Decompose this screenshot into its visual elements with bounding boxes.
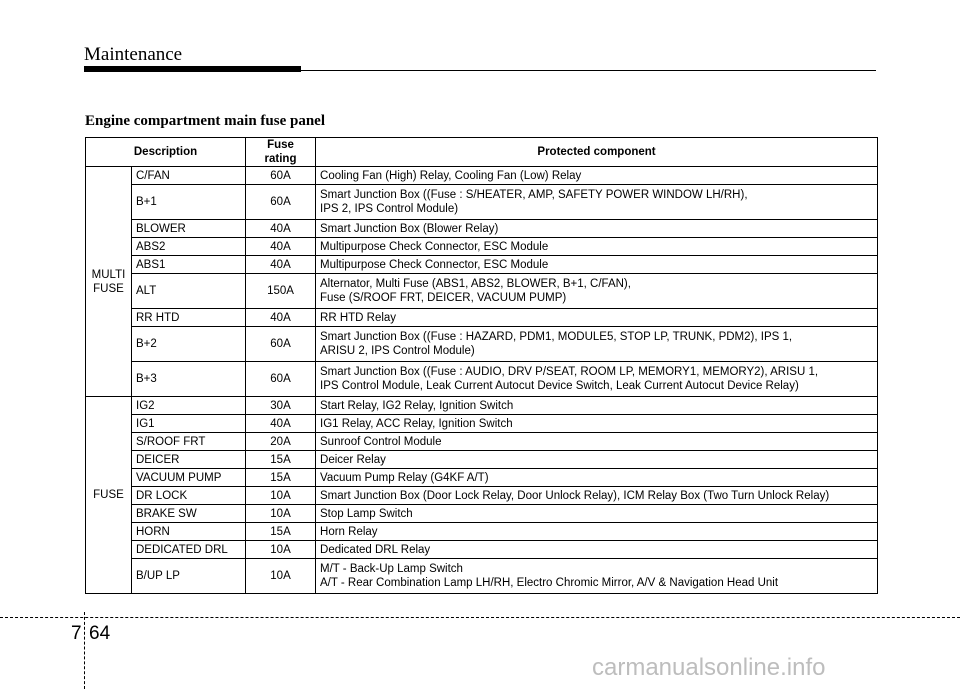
protected-component-line: Multipurpose Check Connector, ESC Module	[320, 240, 549, 253]
protected-component-cell	[316, 487, 878, 505]
fuse-label-cell: B+2	[132, 327, 246, 362]
protected-component-line: A/T - Rear Combination Lamp LH/RH, Electro Chromic Mirror, A/V & Navigation Head Unit	[320, 577, 779, 589]
fuse-label-cell: B+1	[132, 185, 246, 220]
protected-component-cell	[316, 433, 878, 451]
fuse-rating-cell: 60A	[246, 185, 316, 220]
fuse-label-cell: IG2	[132, 397, 246, 415]
fuse-rating-cell: 40A	[246, 256, 316, 274]
fuse-rating-cell: 15A	[246, 451, 316, 469]
table-row	[86, 309, 878, 327]
protected-component-line: Horn Relay	[320, 525, 378, 538]
fuse-rating-cell: 30A	[246, 397, 316, 415]
fuse-rating-cell: 40A	[246, 415, 316, 433]
table-row	[86, 451, 878, 469]
fuse-rating-cell: 10A	[246, 487, 316, 505]
fuse-label-cell: VACUUM PUMP	[132, 469, 246, 487]
header-description: Description	[86, 138, 246, 167]
protected-component-cell	[316, 167, 878, 185]
protected-component-cell	[316, 362, 878, 397]
fuse-label-cell: BRAKE SW	[132, 505, 246, 523]
protected-component-line: IPS 2, IPS Control Module)	[320, 203, 459, 215]
protected-component-cell	[316, 185, 878, 220]
protected-component-line: M/T - Back-Up Lamp Switch	[320, 563, 463, 575]
fuse-label-cell: C/FAN	[132, 167, 246, 185]
footer-vline	[84, 612, 85, 689]
protected-component-cell	[316, 505, 878, 523]
protected-component-cell	[316, 220, 878, 238]
table-row	[86, 274, 878, 309]
fuse-label-cell: DEDICATED DRL	[132, 541, 246, 559]
table-row	[86, 469, 878, 487]
table-row	[86, 397, 878, 415]
fuse-label-cell: IG1	[132, 415, 246, 433]
protected-component-cell	[316, 415, 878, 433]
protected-component-line: Smart Junction Box (Door Lock Relay, Door Unlock Relay), ICM Relay Box (Two Turn Unlock Relay)	[320, 489, 830, 502]
group-description-cell	[86, 167, 132, 397]
protected-component-line: Smart Junction Box (Blower Relay)	[320, 222, 499, 235]
protected-component-cell	[316, 397, 878, 415]
table-row	[86, 256, 878, 274]
fuse-label-cell: B+3	[132, 362, 246, 397]
protected-component-line: Sunroof Control Module	[320, 435, 442, 448]
protected-component-cell	[316, 451, 878, 469]
protected-component-line: Stop Lamp Switch	[320, 507, 413, 520]
protected-component-line: IG1 Relay, ACC Relay, Ignition Switch	[320, 417, 513, 430]
table-row	[86, 362, 878, 397]
fuse-rating-cell: 10A	[246, 559, 316, 594]
protected-component-cell	[316, 541, 878, 559]
table-row	[86, 559, 878, 594]
fuse-label-cell: ABS2	[132, 238, 246, 256]
table-row	[86, 505, 878, 523]
fuse-label-cell: DEICER	[132, 451, 246, 469]
protected-component-line: Fuse (S/ROOF FRT, DEICER, VACUUM PUMP)	[320, 292, 567, 304]
header-rule-thin	[301, 70, 876, 71]
group-description-line: FUSE	[93, 489, 124, 501]
protected-component-line: Smart Junction Box ((Fuse : HAZARD, PDM1, MODULE5, STOP LP, TRUNK, PDM2), IPS 1,	[320, 331, 793, 343]
header-rule-thick	[84, 66, 301, 72]
protected-component-cell	[316, 256, 878, 274]
fuse-rating-cell: 40A	[246, 238, 316, 256]
table-row	[86, 523, 878, 541]
footer-page-number: 64	[89, 623, 111, 644]
protected-component-line: Smart Junction Box ((Fuse : AUDIO, DRV P/SEAT, ROOM LP, MEMORY1, MEMORY2), ARISU 1,	[320, 366, 819, 378]
group-description-line: MULTI	[91, 268, 126, 281]
protected-component-line: Deicer Relay	[320, 453, 386, 466]
fuse-rating-cell: 10A	[246, 505, 316, 523]
protected-component-line: Start Relay, IG2 Relay, Ignition Switch	[320, 399, 514, 412]
table-row	[86, 487, 878, 505]
protected-component-cell	[316, 327, 878, 362]
fuse-label-cell: B/UP LP	[132, 559, 246, 594]
header-fuse-rating: Fuse rating	[246, 138, 316, 167]
header-protected-component: Protected component	[316, 138, 878, 167]
protected-component-line: RR HTD Relay	[320, 311, 397, 324]
protected-component-cell	[316, 238, 878, 256]
fuse-label-cell: BLOWER	[132, 220, 246, 238]
table-row	[86, 167, 878, 185]
fuse-rating-cell: 60A	[246, 327, 316, 362]
fuse-rating-cell: 15A	[246, 523, 316, 541]
table-row	[86, 433, 878, 451]
table-body	[86, 167, 878, 594]
fuse-label-cell: S/ROOF FRT	[132, 433, 246, 451]
table-header-row	[86, 138, 878, 167]
fuse-label-cell: DR LOCK	[132, 487, 246, 505]
fuse-rating-cell: 60A	[246, 167, 316, 185]
protected-component-line: Alternator, Multi Fuse (ABS1, ABS2, BLOWER, B+1, C/FAN),	[320, 278, 631, 290]
protected-component-cell	[316, 274, 878, 309]
table-row	[86, 238, 878, 256]
protected-component-line: IPS Control Module, Leak Current Autocut Device Switch, Leak Current Autocut Device Relay)	[320, 380, 799, 392]
fuse-label-cell: ABS1	[132, 256, 246, 274]
protected-component-line: Vacuum Pump Relay (G4KF A/T)	[320, 471, 489, 484]
fuse-rating-cell: 40A	[246, 220, 316, 238]
protected-component-cell	[316, 309, 878, 327]
footer-hline	[0, 617, 960, 618]
fuse-rating-cell: 150A	[246, 274, 316, 309]
fuse-label-cell: RR HTD	[132, 309, 246, 327]
section-title: Engine compartment main fuse panel	[85, 113, 325, 129]
footer-chapter-number: 7	[71, 623, 82, 644]
protected-component-cell	[316, 523, 878, 541]
fuse-label-cell: ALT	[132, 274, 246, 309]
fuse-rating-cell: 15A	[246, 469, 316, 487]
group-description-cell	[86, 397, 132, 594]
protected-component-cell	[316, 469, 878, 487]
fuse-table	[85, 137, 878, 594]
table-row	[86, 541, 878, 559]
fuse-label-cell: HORN	[132, 523, 246, 541]
fuse-rating-cell: 20A	[246, 433, 316, 451]
protected-component-line: Dedicated DRL Relay	[320, 543, 431, 556]
fuse-rating-cell: 40A	[246, 309, 316, 327]
fuse-rating-cell: 10A	[246, 541, 316, 559]
protected-component-line: Multipurpose Check Connector, ESC Module	[320, 258, 549, 271]
table-row	[86, 415, 878, 433]
protected-component-line: ARISU 2, IPS Control Module)	[320, 345, 475, 357]
fuse-rating-cell: 60A	[246, 362, 316, 397]
table-row	[86, 185, 878, 220]
watermark: carmanualsonline.info	[592, 654, 826, 681]
group-description-line: FUSE	[93, 282, 124, 295]
protected-component-line: Smart Junction Box ((Fuse : S/HEATER, AMP, SAFETY POWER WINDOW LH/RH),	[320, 189, 748, 201]
page-header-title: Maintenance	[84, 44, 183, 65]
table-row	[86, 327, 878, 362]
protected-component-cell	[316, 559, 878, 594]
protected-component-line: Cooling Fan (High) Relay, Cooling Fan (Low) Relay	[320, 169, 582, 182]
table-row	[86, 220, 878, 238]
